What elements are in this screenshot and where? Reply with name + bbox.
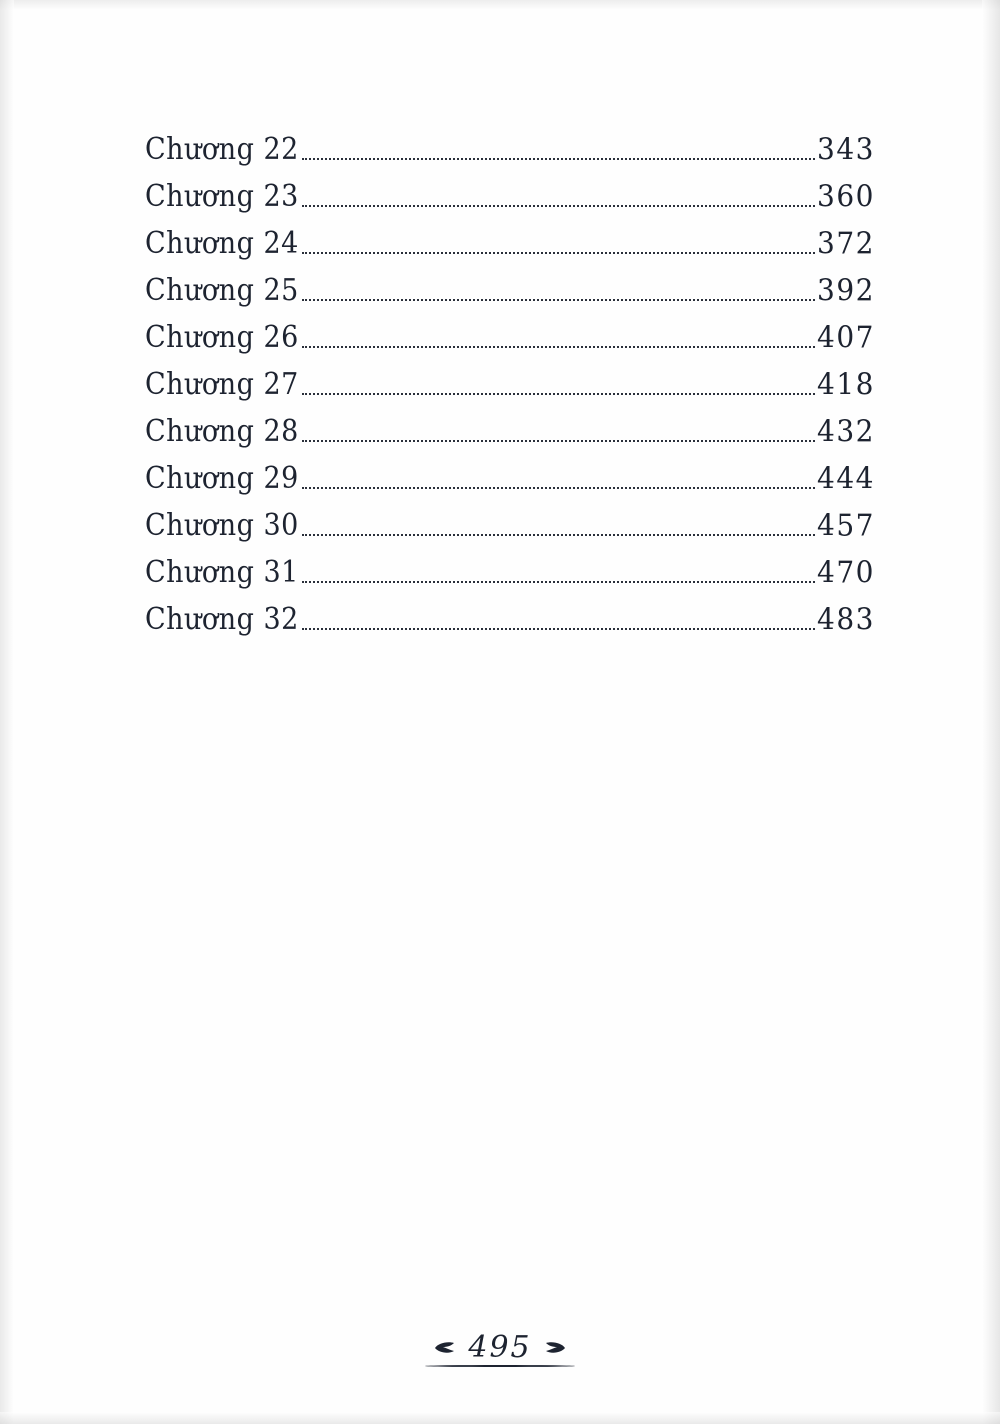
toc-entry-label: Chương 25 <box>145 273 299 308</box>
toc-entry-label: Chương 28 <box>145 414 299 449</box>
toc-entry-label: Chương 30 <box>145 508 299 543</box>
toc-entry-page: 470 <box>817 554 875 590</box>
toc-entry[interactable] <box>145 460 875 510</box>
toc-entry[interactable] <box>145 554 875 604</box>
toc-entry[interactable] <box>145 178 875 228</box>
page-edge-shading-left <box>0 0 14 1424</box>
toc-entry-label: Chương 22 <box>145 132 299 167</box>
toc-entry-label: Chương 29 <box>145 461 299 496</box>
toc-entry-page: 457 <box>817 507 875 543</box>
leaf-ornament-right-icon <box>544 1341 566 1355</box>
page-edge-shading-bottom <box>0 1412 1000 1424</box>
toc-entry-label: Chương 26 <box>145 320 299 355</box>
page-number: 495 <box>468 1330 532 1365</box>
toc-leader-dots <box>302 392 815 395</box>
toc-entry-page: 372 <box>817 225 875 261</box>
toc-leader-dots <box>302 580 815 583</box>
toc-leader-dots <box>302 486 815 489</box>
toc-entry-page: 444 <box>817 460 875 496</box>
toc-entry-label: Chương 27 <box>145 367 299 402</box>
toc-entry[interactable] <box>145 225 875 275</box>
toc-entry[interactable] <box>145 272 875 322</box>
toc-leader-dots <box>302 298 815 301</box>
toc-entry-page: 432 <box>817 413 875 449</box>
toc-leader-dots <box>302 439 815 442</box>
toc-entry[interactable] <box>145 131 875 181</box>
toc-entry[interactable] <box>145 413 875 463</box>
toc-leader-dots <box>302 345 815 348</box>
toc-leader-dots <box>302 533 815 536</box>
toc-leader-dots <box>302 204 815 207</box>
toc-entry-label: Chương 32 <box>145 602 299 637</box>
toc-entry-page: 483 <box>817 601 875 637</box>
toc-leader-dots <box>302 251 815 254</box>
toc-entry[interactable] <box>145 366 875 416</box>
toc-entry-page: 392 <box>817 272 875 308</box>
toc-entry[interactable] <box>145 601 875 651</box>
toc-entry-page: 343 <box>817 131 875 167</box>
toc-entry-page: 360 <box>817 178 875 214</box>
toc-entry[interactable] <box>145 507 875 557</box>
folio-flourish-rule <box>425 1365 575 1367</box>
toc-entry-label: Chương 24 <box>145 226 299 261</box>
page-edge-shading-right <box>982 0 1000 1424</box>
page-folio <box>0 1330 1000 1365</box>
table-of-contents <box>145 131 875 651</box>
toc-entry-page: 407 <box>817 319 875 355</box>
toc-entry[interactable] <box>145 319 875 369</box>
toc-leader-dots <box>302 157 815 160</box>
leaf-ornament-left-icon <box>434 1341 456 1355</box>
toc-entry-label: Chương 31 <box>145 555 299 590</box>
toc-entry-page: 418 <box>817 366 875 402</box>
page-edge-shading-top <box>0 0 1000 10</box>
toc-leader-dots <box>302 627 815 630</box>
toc-entry-label: Chương 23 <box>145 179 299 214</box>
